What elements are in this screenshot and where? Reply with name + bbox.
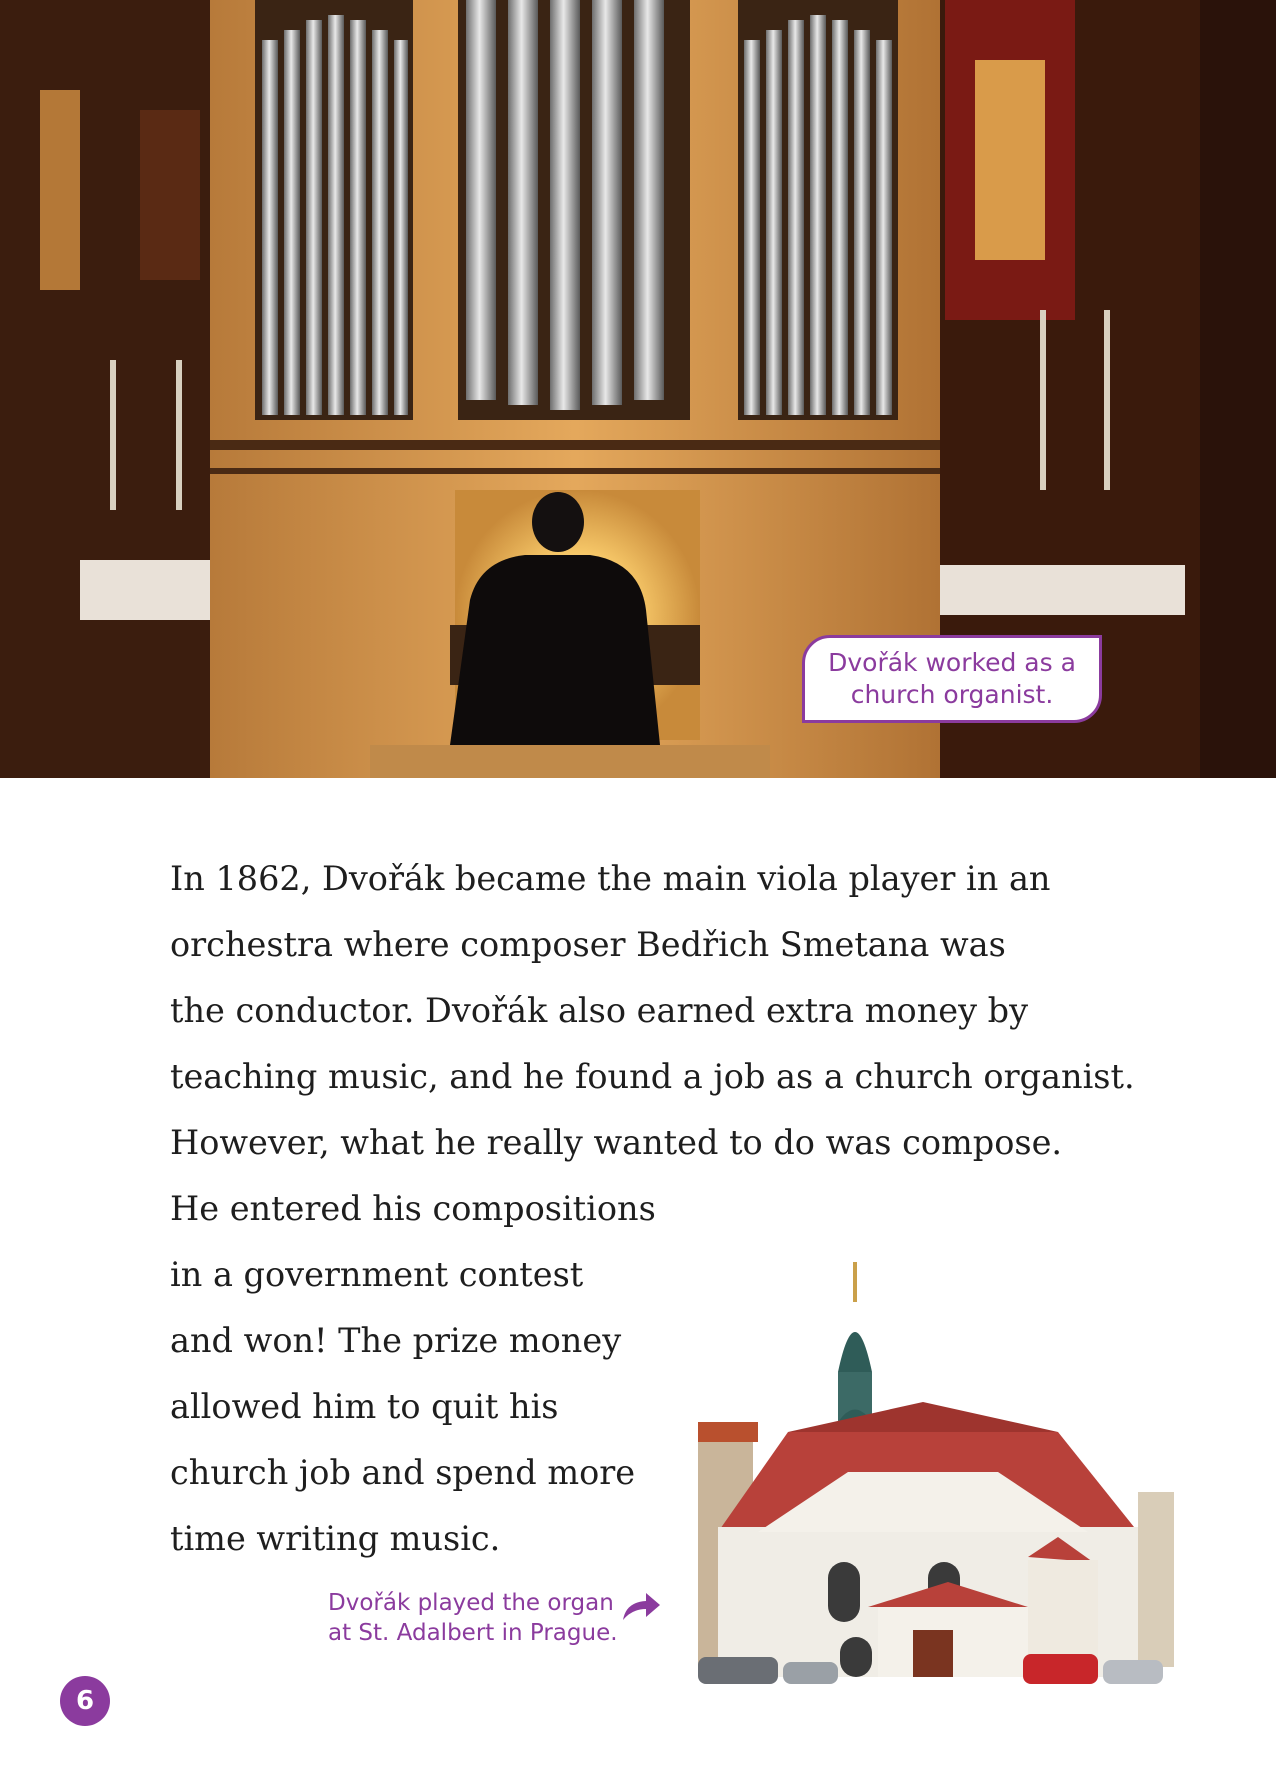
- church-photo: [698, 1262, 1174, 1684]
- church-photo-caption: [328, 1588, 618, 1648]
- paragraph-line: However, what he really wanted to do was compose.: [170, 1123, 1063, 1162]
- paragraph-line: allowed him to quit his: [170, 1387, 559, 1426]
- paragraph-line: time writing music.: [170, 1519, 501, 1558]
- paragraph-line: He entered his compositions: [170, 1189, 656, 1228]
- paragraph-line: the conductor. Dvořák also earned extra money by: [170, 991, 1029, 1030]
- paragraph-line: orchestra where composer Bedřich Smetana was: [170, 925, 1006, 964]
- paragraph-line: In 1862, Dvořák became the main viola player in an: [170, 859, 1051, 898]
- curved-arrow-right-icon: [620, 1590, 662, 1624]
- organ-photo-caption: Dvořák worked as a church organist.: [802, 635, 1102, 723]
- page-number: 6: [60, 1676, 110, 1726]
- church-illustration: [698, 1262, 1174, 1684]
- paragraph-line: church job and spend more: [170, 1453, 636, 1492]
- paragraph-line: and won! The prize money: [170, 1321, 622, 1360]
- church-caption-line: Dvořák played the organ: [328, 1590, 614, 1616]
- paragraph-line: in a government contest: [170, 1255, 584, 1294]
- church-caption-line: at St. Adalbert in Prague.: [328, 1620, 618, 1646]
- paragraph-line: teaching music, and he found a job as a church organist.: [170, 1057, 1135, 1096]
